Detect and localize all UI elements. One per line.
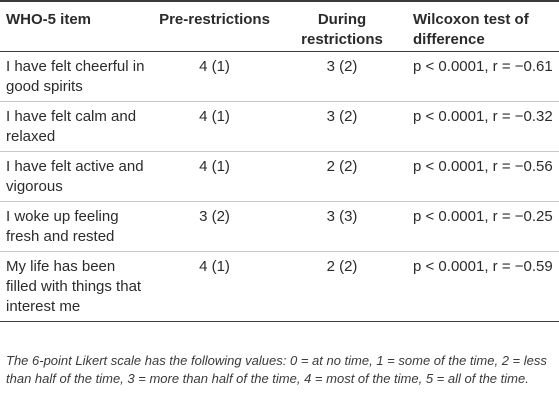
table-row [0, 151, 559, 201]
row-during: 2 (2) [277, 251, 407, 321]
row-pre: 3 (2) [152, 201, 277, 251]
row-item: I have felt cheerful in good spirits [0, 51, 152, 101]
row-pre: 4 (1) [152, 151, 277, 201]
row-test: p < 0.0001, r = −0.56 [407, 151, 559, 201]
row-pre: 4 (1) [152, 251, 277, 321]
row-test: p < 0.0001, r = −0.25 [407, 201, 559, 251]
row-test: p < 0.0001, r = −0.61 [407, 51, 559, 101]
row-item: I have felt calm and relaxed [0, 101, 152, 151]
table-row [0, 101, 559, 151]
header-pre: Pre-restrictions [152, 1, 277, 51]
row-during: 2 (2) [277, 151, 407, 201]
row-test: p < 0.0001, r = −0.32 [407, 101, 559, 151]
row-during: 3 (2) [277, 51, 407, 101]
row-during: 3 (2) [277, 101, 407, 151]
header-item: WHO-5 item [0, 1, 152, 51]
table-row [0, 51, 559, 101]
row-test: p < 0.0001, r = −0.59 [407, 251, 559, 321]
table-footnote: The 6-point Likert scale has the following values: 0 = at no time, 1 = some of the time, 2 = less than half of the time, 3 = more than half of the time, 4 = most of the time, 5 = all of the time. [6, 353, 547, 386]
table-row [0, 201, 559, 251]
header-during: During restrictions [277, 1, 407, 51]
row-pre: 4 (1) [152, 51, 277, 101]
row-item: My life has been filled with things that interest me [0, 251, 152, 321]
row-during: 3 (3) [277, 201, 407, 251]
header-row [0, 1, 559, 51]
table-row [0, 251, 559, 321]
row-item: I have felt active and vigorous [0, 151, 152, 201]
row-pre: 4 (1) [152, 101, 277, 151]
header-test: Wilcoxon test of difference [407, 1, 559, 51]
row-item: I woke up feeling fresh and rested [0, 201, 152, 251]
